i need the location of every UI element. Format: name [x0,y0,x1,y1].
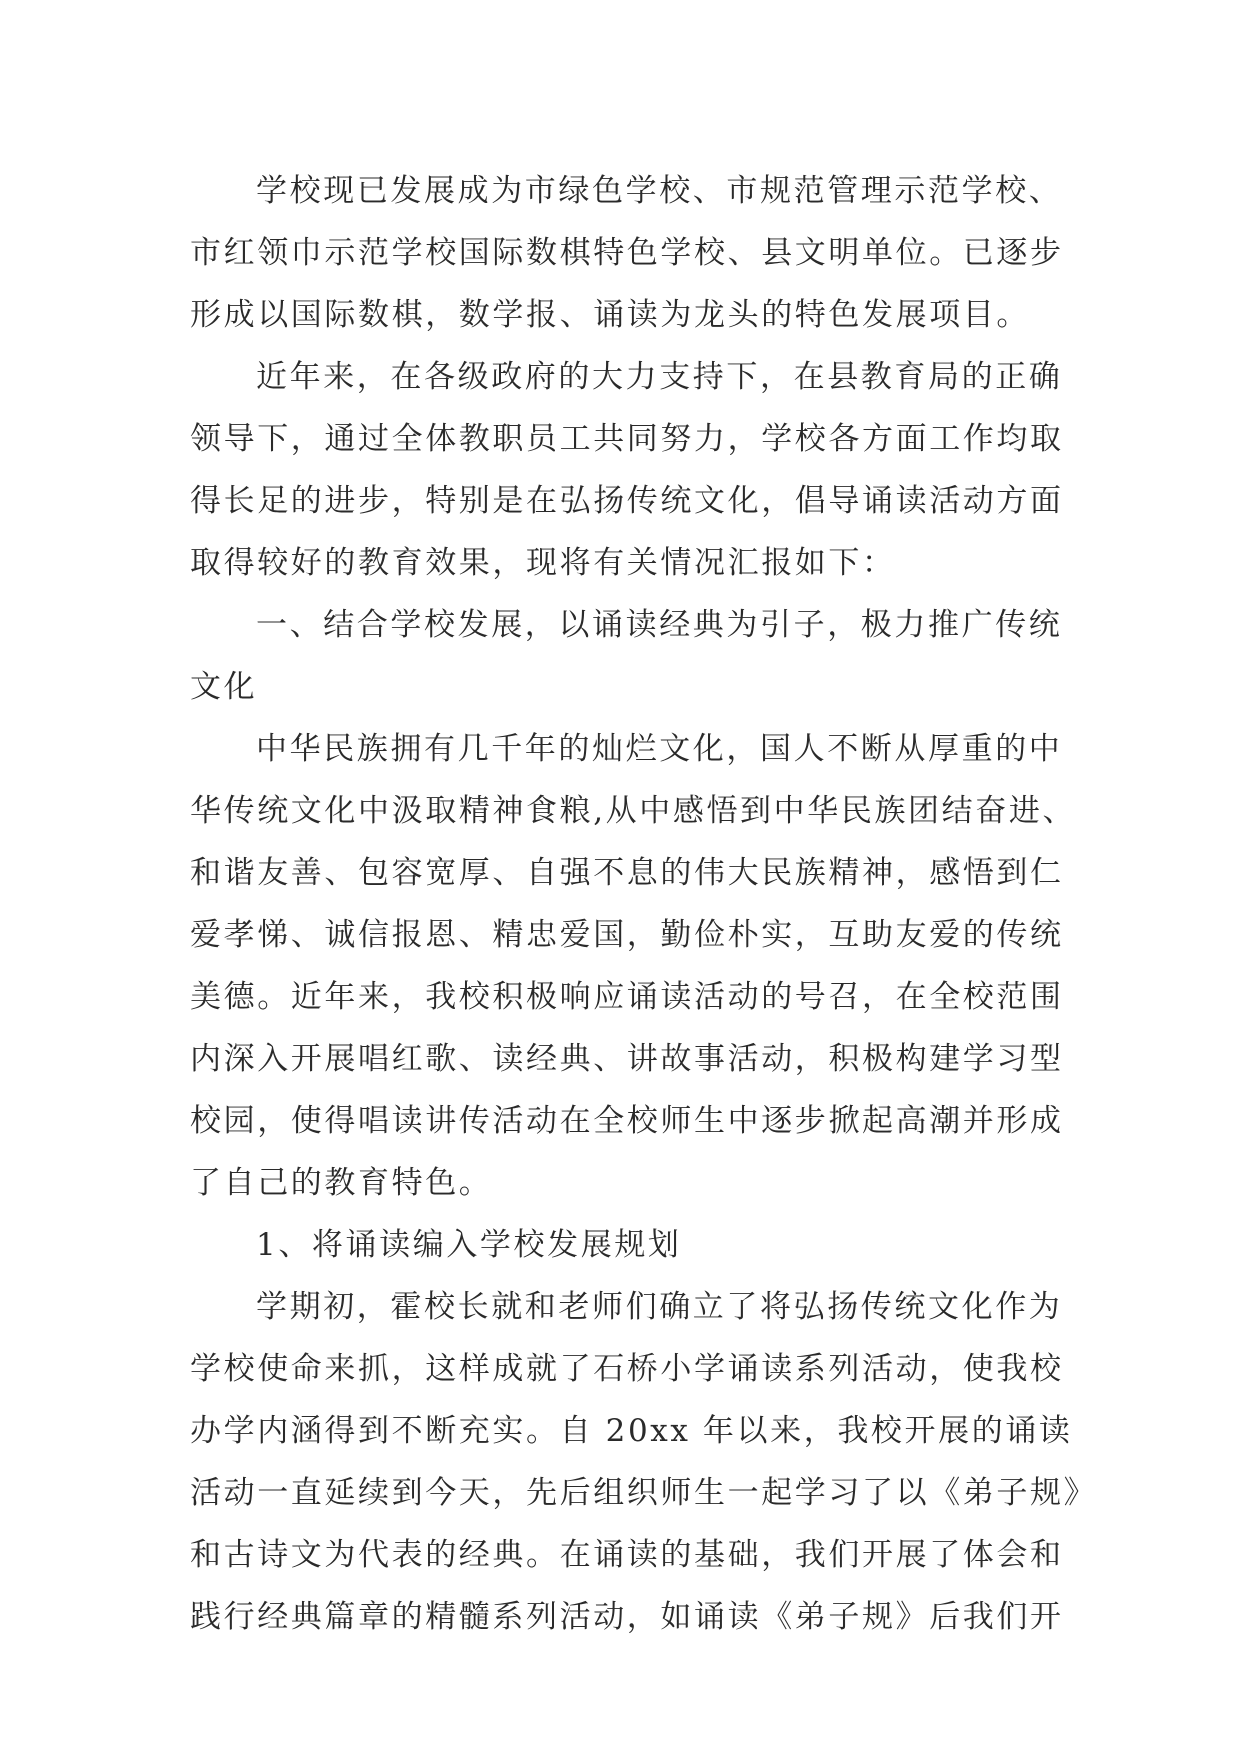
text-line: 得长足的进步，特别是在弘扬传统文化，倡导诵读活动方面 [190,483,1064,519]
text-line: 内深入开展唱红歌、读经典、讲故事活动，积极构建学习型 [190,1041,1064,1077]
text-line: 爱孝悌、诚信报恩、精忠爱国，勤俭朴实，互助友爱的传统 [190,917,1064,953]
text-line: 和谐友善、包容宽厚、自强不息的伟大民族精神，感悟到仁 [190,855,1064,891]
text-line: 和古诗文为代表的经典。在诵读的基础，我们开展了体会和 [190,1537,1064,1573]
text-line: 领导下，通过全体教职员工共同努力，学校各方面工作均取 [190,421,1064,457]
text-line: 校园，使得唱读讲传活动在全校师生中逐步掀起高潮并形成 [190,1103,1064,1139]
text-line: 美德。近年来，我校积极响应诵读活动的号召，在全校范围 [190,979,1064,1015]
section-heading-line: 一、结合学校发展，以诵读经典为引子，极力推广传统 [256,607,1063,643]
text-line: 取得较好的教育效果，现将有关情况汇报如下： [190,545,896,581]
subsection-heading-line: 1、将诵读编入学校发展规划 [256,1227,682,1263]
text-line: 了自己的教育特色。 [190,1165,493,1201]
text-line: 学校现已发展成为市绿色学校、市规范管理示范学校、 [256,173,1063,209]
text-line: 形成以国际数棋，数学报、诵读为龙头的特色发展项目。 [190,297,1030,333]
section-heading-line: 文化 [190,669,258,705]
body-text [190,160,1098,1648]
text-line: 活动一直延续到今天，先后组织师生一起学习了以《弟子规》 [190,1475,1098,1511]
text-line: 近年来，在各级政府的大力支持下，在县教育局的正确 [256,359,1063,395]
text-line: 践行经典篇章的精髓系列活动，如诵读《弟子规》后我们开 [190,1599,1064,1635]
text-line: 市红领巾示范学校国际数棋特色学校、县文明单位。已逐步 [190,235,1064,271]
text-line: 办学内涵得到不断充实。自 20xx 年以来，我校开展的诵读 [190,1413,1073,1449]
text-line: 学校使命来抓，这样成就了石桥小学诵读系列活动，使我校 [190,1351,1064,1387]
text-line: 学期初，霍校长就和老师们确立了将弘扬传统文化作为 [256,1289,1063,1325]
text-line: 中华民族拥有几千年的灿烂文化，国人不断从厚重的中 [256,731,1063,767]
text-line: 华传统文化中汲取精神食粮,从中感悟到中华民族团结奋进、 [190,793,1077,829]
